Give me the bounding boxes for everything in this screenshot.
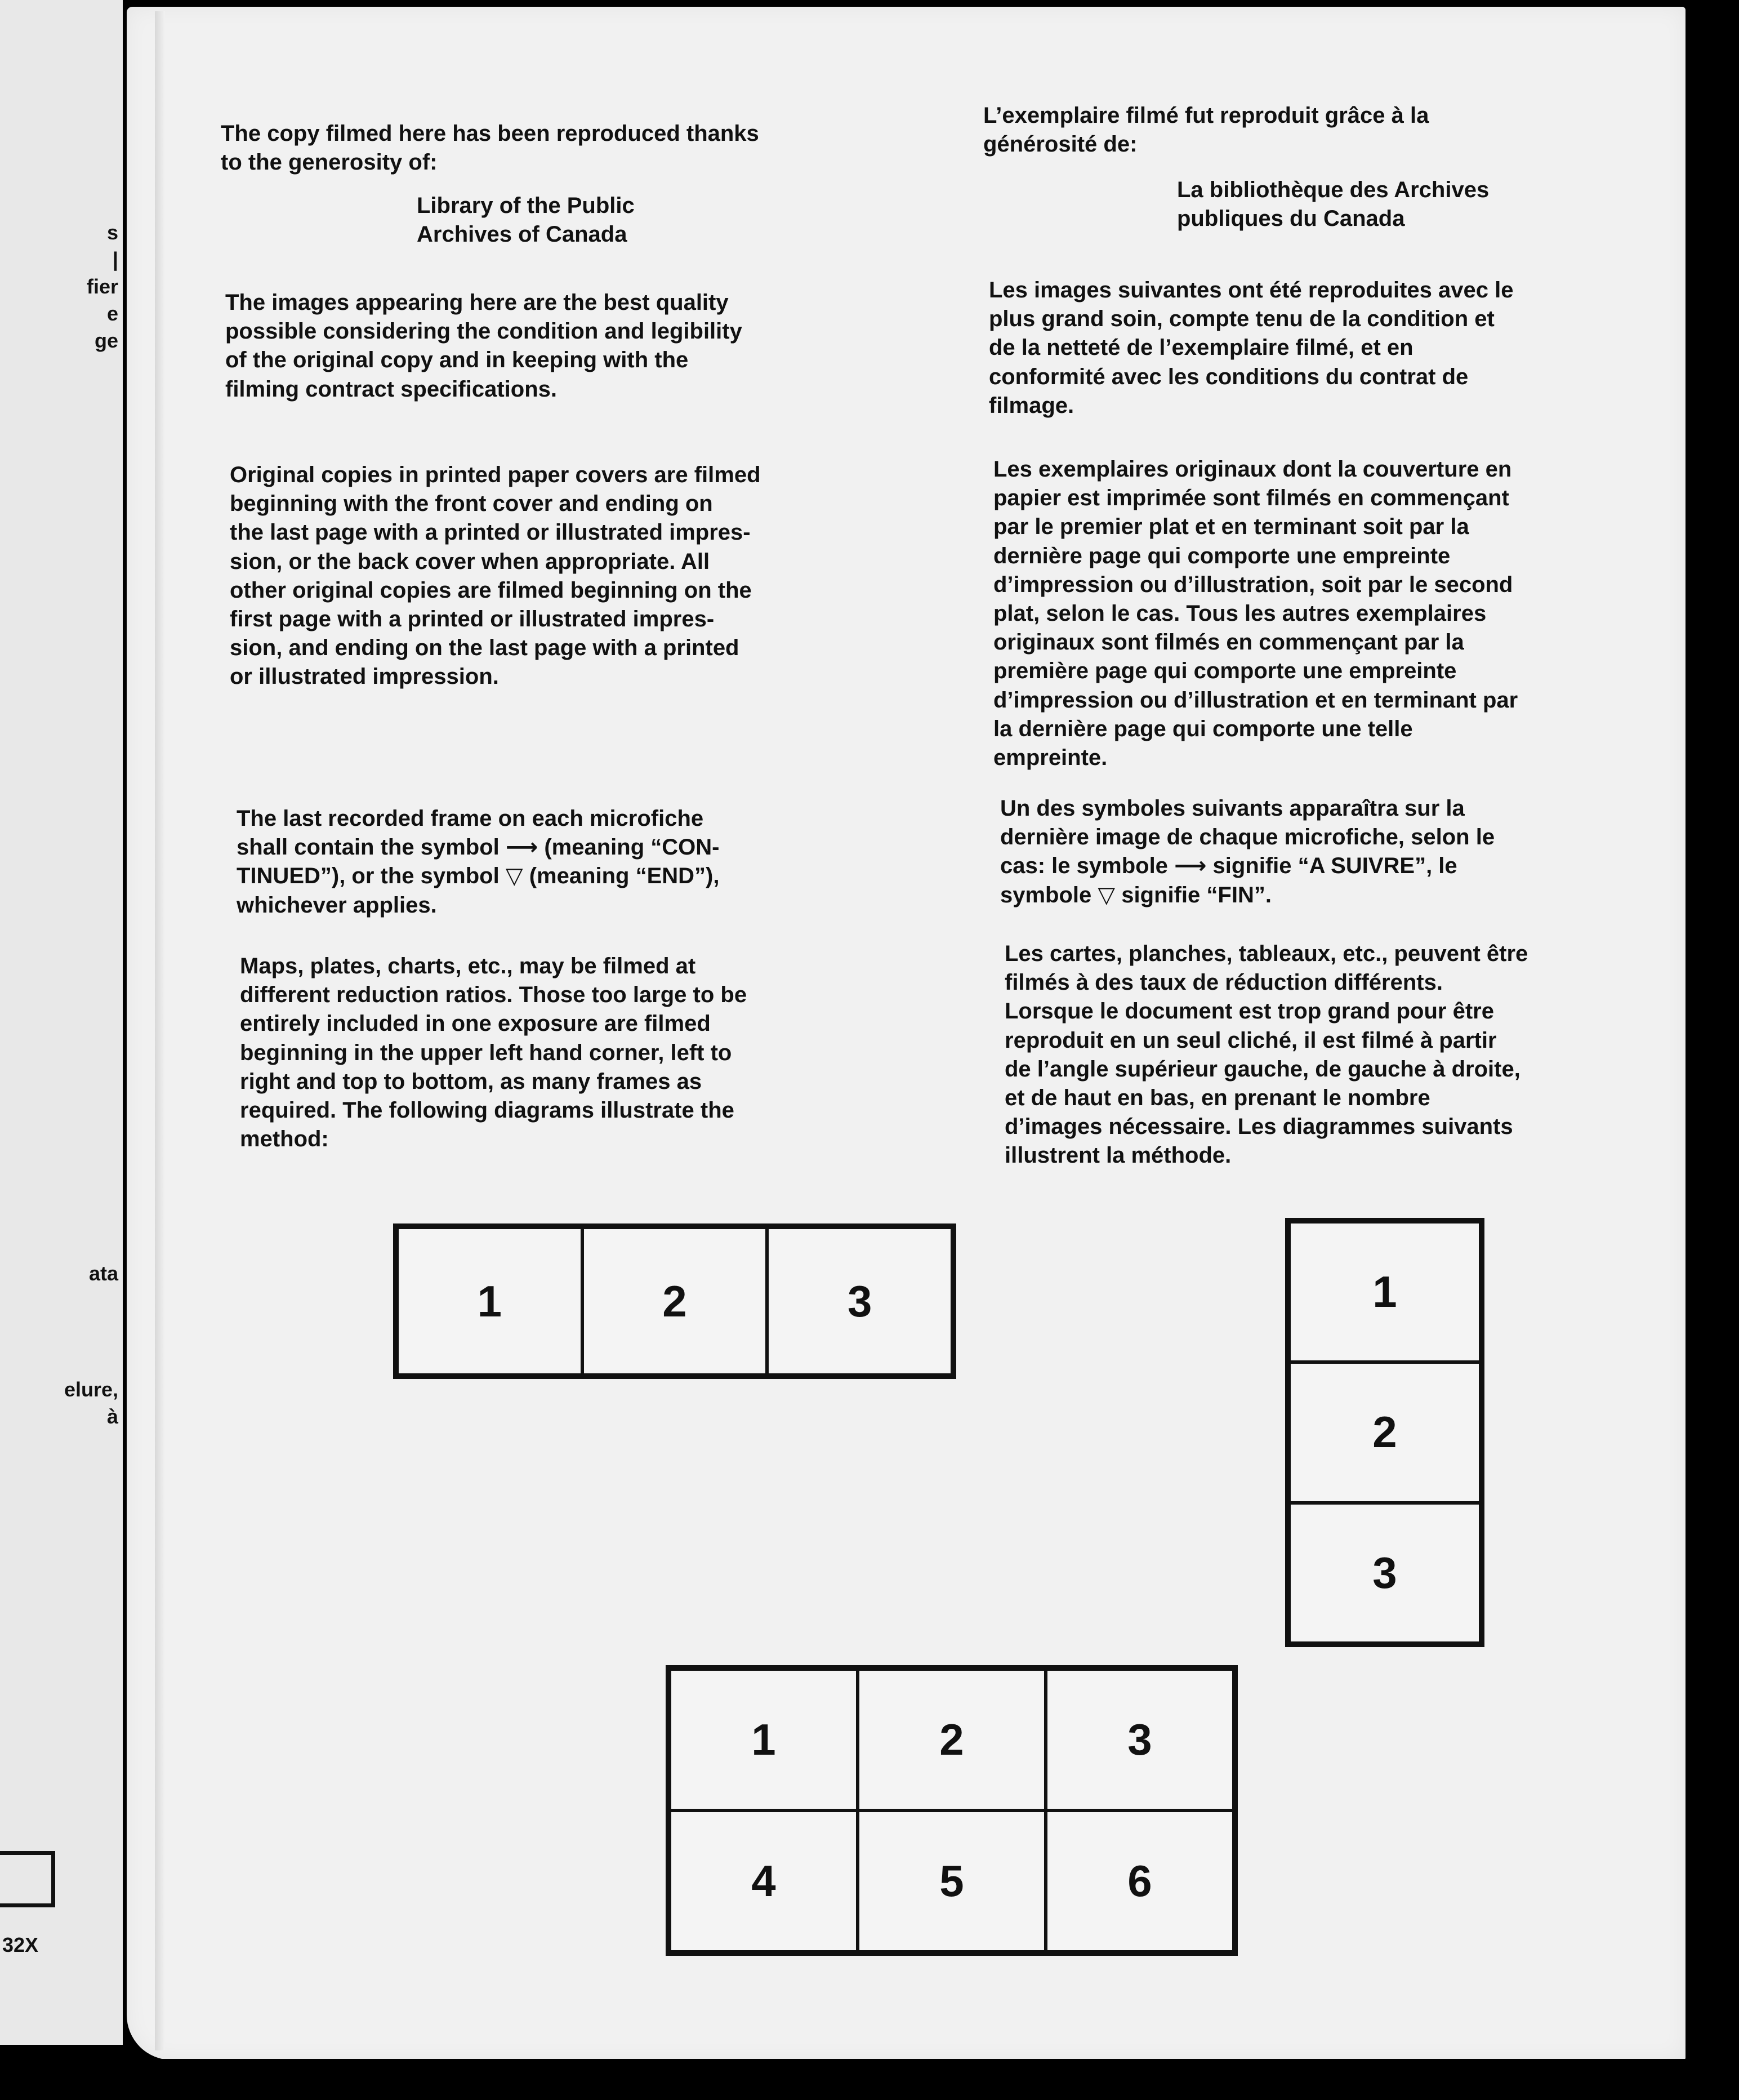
frame-cell: 2 — [858, 1669, 1046, 1810]
french-maps-paragraph: Les cartes, planches, tableaux, etc., peuvent être filmés à des taux de réduction différents. Lorsque le document est trop grand pour être reproduit en un seul cliché, il est filmé à partir de l’angle supérieur gauche, de gauche à droite, et de haut en bas, en prenant le nombre d’images nécessaire. Les diagrammes suivants illustrent la méthode. — [1005, 941, 1528, 1168]
frame-cell: 3 — [1289, 1503, 1481, 1643]
margin-fragment: ge — [94, 329, 118, 352]
frame-cell: 3 — [767, 1227, 952, 1375]
margin-fragment: elure, — [64, 1378, 118, 1401]
frame-cell: 5 — [858, 1810, 1046, 1952]
frame-cell: 3 — [1046, 1669, 1234, 1810]
resolution-target-box — [0, 1851, 55, 1907]
french-symbols-paragraph: Un des symboles suivants apparaîtra sur la dernière image de chaque microfiche, selon le cas: le symbole ⟶ signifie “A SUIVRE”, le symbole ▽ signifie “FIN”. — [1000, 796, 1495, 907]
margin-fragment: ata — [88, 1262, 118, 1285]
margin-fragment: à — [106, 1405, 118, 1428]
frame-cell: 2 — [1289, 1362, 1481, 1502]
diagram-vertical-three-frames — [1285, 1218, 1484, 1647]
english-symbols-paragraph: The last recorded frame on each microfiche shall contain the symbol ⟶ (meaning “CON- TINUED”), or the symbol ▽ (meaning “END”), whichever applies. — [237, 806, 720, 918]
english-institution: Library of the Public Archives of Canada — [417, 193, 635, 247]
film-border-bottom — [0, 2059, 1739, 2100]
frame-cell: 1 — [670, 1669, 858, 1810]
frame-cell: 4 — [670, 1810, 858, 1952]
frame-cell: 1 — [397, 1227, 582, 1375]
french-quality-paragraph: Les images suivantes ont été reproduites avec le plus grand soin, compte tenu de la condition et de la netteté de l’exemplaire filmé, et en conformité avec les conditions du contrat de filmage. — [989, 278, 1514, 418]
french-institution: La bibliothèque des Archives publiques du Canada — [1177, 177, 1490, 232]
english-maps-paragraph: Maps, plates, charts, etc., may be filmed at different reduction ratios. Those too large to be entirely included in one exposure are filmed beginning in the upper left hand corner, left to right and top to bottom, as many frames as required. The following diagrams illustrate the method: — [240, 954, 747, 1152]
french-originals-paragraph: Les exemplaires originaux dont la couverture en papier est imprimée sont filmés en commençant par le premier plat et en terminant soit par la dernière page qui comporte une empreinte d’impression ou d’illustration, soit par le second plat, selon le cas. Tous les autres exemplaires originaux sont filmés en commençant par la première page qui comporte une empreinte d’impression ou d’illustration et en terminant par la dernière page qui comporte une telle empreinte. — [993, 457, 1518, 770]
english-acknowledgement: The copy filmed here has been reproduced thanks to the generosity of: — [221, 121, 759, 175]
previous-page-fragment — [0, 0, 123, 2045]
reduction-label: 32X — [2, 1933, 39, 1956]
diagram-six-frame-grid — [666, 1665, 1238, 1956]
french-acknowledgement: L’exemplaire filmé fut reproduit grâce à la générosité de: — [983, 103, 1429, 157]
english-quality-paragraph: The images appearing here are the best quality possible considering the condition and legibility of the original copy and in keeping with the filming contract specifications. — [225, 290, 742, 402]
diagram-horizontal-three-frames — [393, 1223, 956, 1379]
margin-fragment: s — [106, 221, 118, 244]
frame-cell: 1 — [1289, 1222, 1481, 1362]
frame-cell: 6 — [1046, 1810, 1234, 1952]
margin-fragment: | — [112, 248, 118, 271]
frame-cell: 2 — [582, 1227, 768, 1375]
margin-fragment: fier — [86, 275, 118, 298]
page-crease — [155, 11, 165, 2050]
english-originals-paragraph: Original copies in printed paper covers are filmed beginning with the front cover and ending on the last page with a printed or illustrated impres- sion, or the back cover when appropriate. All other original copies are filmed beginning on the first page with a printed or illustrated impres- sion, and ending on the last page with a printed or illustrated impression. — [230, 462, 761, 689]
margin-fragment: e — [106, 302, 118, 325]
